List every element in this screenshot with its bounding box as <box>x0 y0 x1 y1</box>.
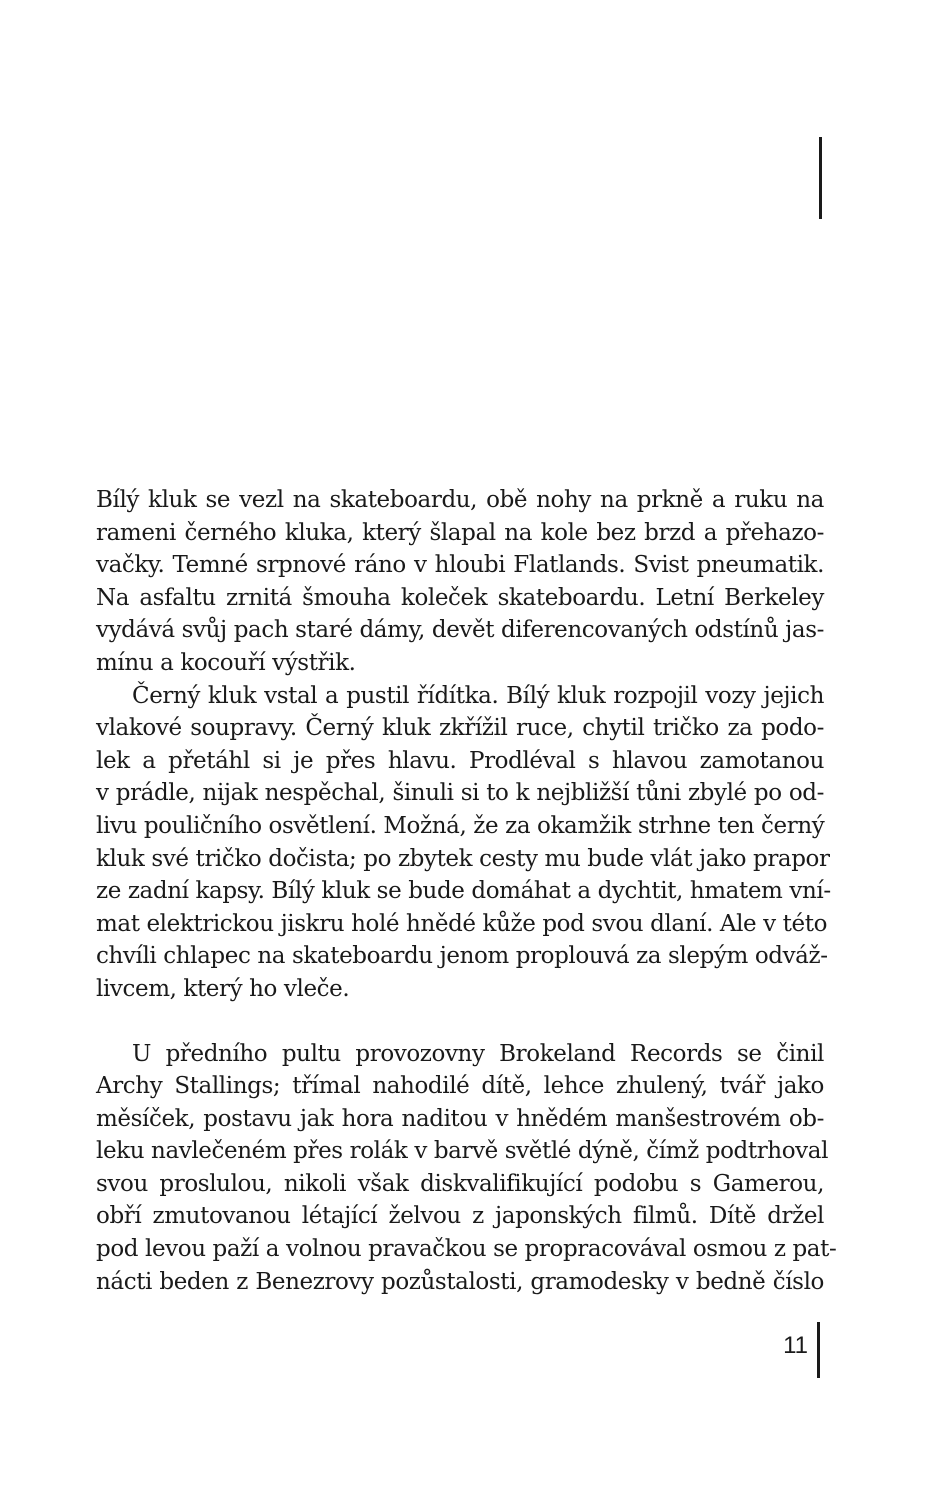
text-line: mínu a kocouří výstřik. <box>96 649 356 676</box>
text-line: vlakové soupravy. Černý kluk zkřížil ruce, chytil tričko za podo- <box>96 715 824 742</box>
text-line: chvíli chlapec na skateboardu jenom proplouvá za slepým odváž- <box>96 943 828 970</box>
page-footer <box>760 1322 820 1378</box>
text-line: měsíček, postavu jak hora naditou v hnědém manšestrovém ob- <box>96 1105 824 1132</box>
text-line: rameni černého kluka, který šlapal na kole bez brzd a přehazo- <box>96 519 824 546</box>
text-line: ze zadní kapsy. Bílý kluk se bude domáhat a dychtit, hmatem vní- <box>96 878 831 905</box>
top-margin-rule <box>819 137 822 219</box>
text-line: Černý kluk vstal a pustil řídítka. Bílý kluk rozpojil vozy jejich <box>132 682 824 709</box>
text-line: obří zmutovanou létající želvou z japonských filmů. Dítě držel <box>96 1203 824 1230</box>
text-line: Bílý kluk se vezl na skateboardu, obě nohy na prkně a ruku na <box>96 487 824 513</box>
text-line: vydává svůj pach staré dámy, devět diferencovaných odstínů jas- <box>96 617 824 644</box>
text-line: leku navlečeném přes rolák v barvě světlé dýně, čímž podtrhoval <box>96 1138 829 1165</box>
text-line: v prádle, nijak nespěchal, šinuli si to k nejbližší tůni zbylé po od- <box>96 780 824 807</box>
text-line: Na asfaltu zrnitá šmouha koleček skateboardu. Letní Berkeley <box>96 584 824 611</box>
paragraph-1 <box>96 484 824 680</box>
paragraph-3 <box>96 1038 837 1299</box>
page-number: 11 <box>783 1332 808 1359</box>
section-break <box>96 1006 824 1038</box>
paragraph-2 <box>96 680 831 1006</box>
page-number-rule <box>817 1322 820 1378</box>
text-line: mat elektrickou jiskru holé hnědé kůže pod svou dlaní. Ale v této <box>96 910 828 937</box>
text-line: nácti beden z Benezrovy pozůstalosti, gramodesky v bedně číslo <box>96 1268 824 1295</box>
text-line: U předního pultu provozovny Brokeland Records se činil <box>132 1040 824 1067</box>
text-line: lek a přetáhl si je přes hlavu. Prodléval s hlavou zamotanou <box>96 747 824 774</box>
text-line: pod levou paží a volnou pravačkou se propracovával osmou z pat- <box>96 1236 837 1263</box>
text-line: vačky. Temné srpnové ráno v hloubi Flatlands. Svist pneumatik. <box>96 552 824 579</box>
text-line: livu pouličního osvětlení. Možná, že za okamžik strhne ten černý <box>96 812 825 839</box>
text-line: livcem, který ho vleče. <box>96 975 350 1002</box>
text-line: kluk své tričko dočista; po zbytek cesty mu bude vlát jako prapor <box>96 845 830 872</box>
body-text <box>96 484 837 1298</box>
text-line: Archy Stallings; třímal nahodilé dítě, lehce zhulený, tvář jako <box>96 1073 824 1100</box>
text-line: svou proslulou, nikoli však diskvalifikující podobu s Gamerou, <box>96 1170 824 1197</box>
